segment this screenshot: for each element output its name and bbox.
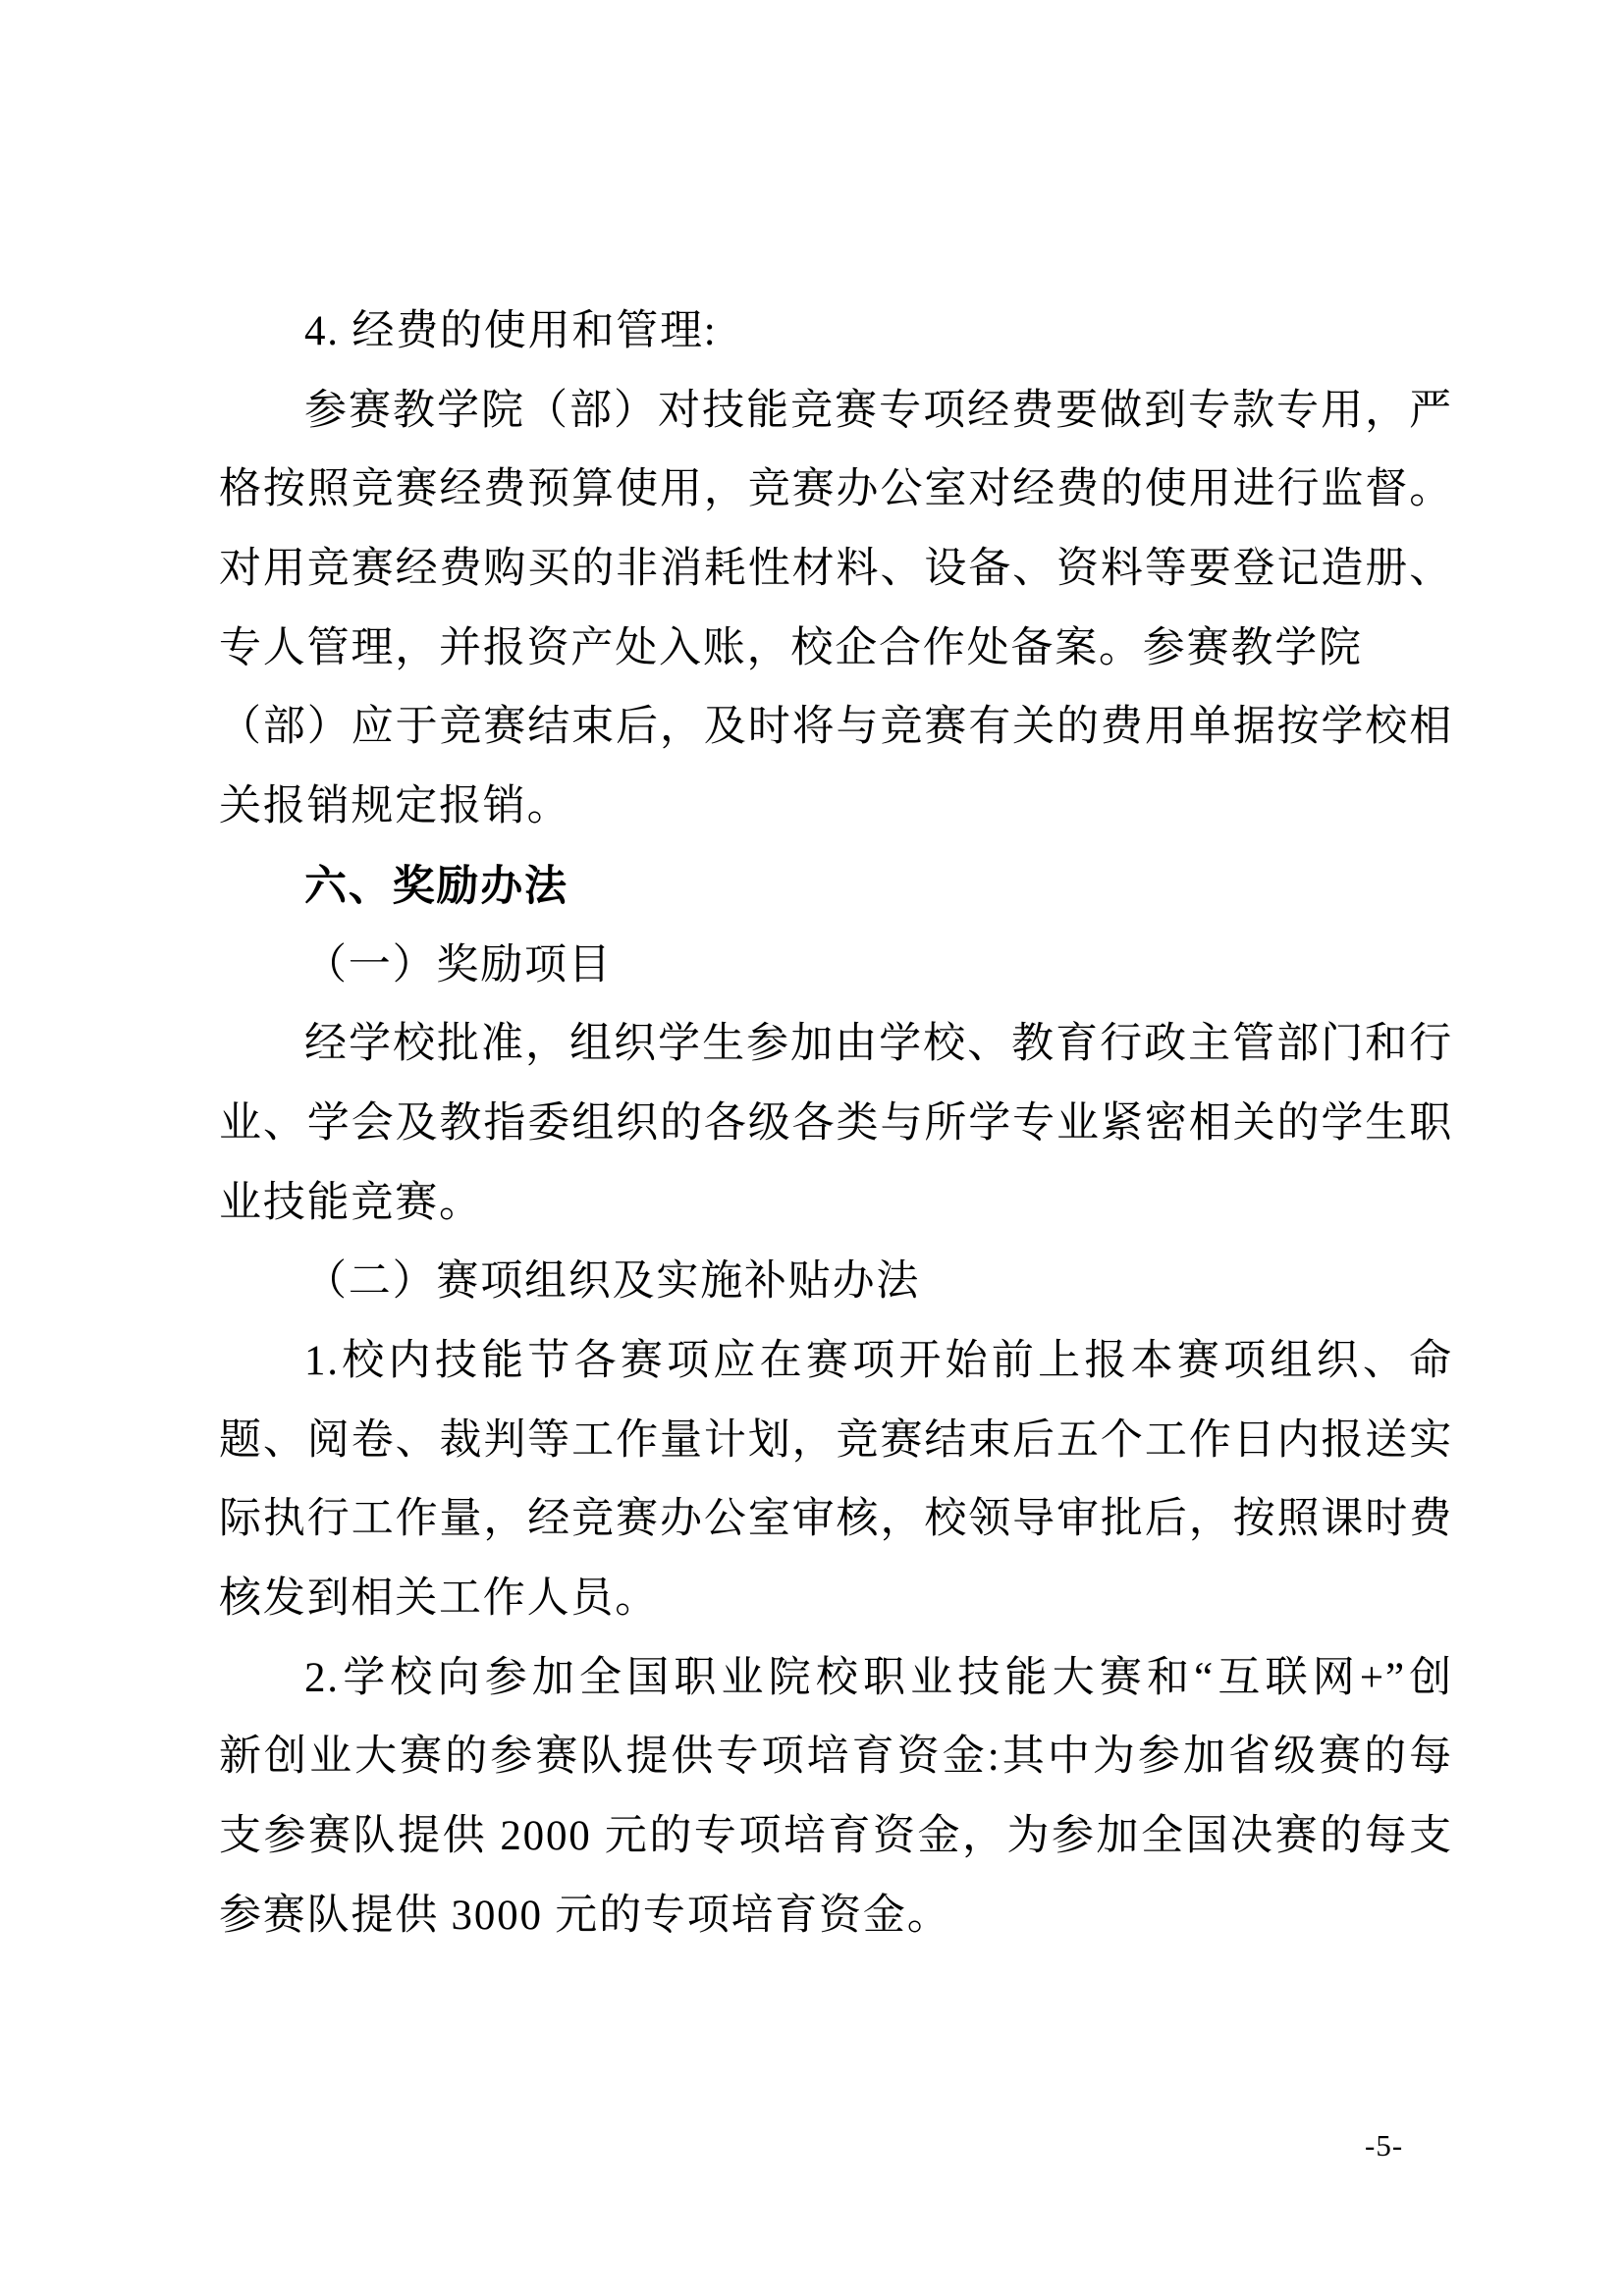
text-line: 参赛队提供 3000 元的专项培育资金。 [219,1892,951,1939]
text-line: 4. 经费的使用和管理: [304,308,718,354]
page-number: -5- [1365,2128,1404,2163]
text-line: （二）赛项组织及实施补贴办法 [304,1258,921,1306]
text-line: 对用竞赛经费购买的非消耗性材料、设备、资料等要登记造册、 [219,546,1453,593]
text-line: 经学校批准，组织学生参加由学校、教育行政主管部门和行 [304,1021,1453,1068]
text-line: 核发到相关工作人员。 [219,1575,659,1622]
text-line: 格按照竞赛经费预算使用，竞赛办公室对经费的使用进行监督。 [219,466,1453,513]
text-line: （部）应于竞赛结束后，及时将与竞赛有关的费用单据按学校相 [219,704,1453,751]
text-line: 2.学校向参加全国职业院校职业技能大赛和“互联网+”创 [304,1654,1453,1701]
document-lines [219,293,1453,1955]
text-line: 业、学会及教指委组织的各级各类与所学专业紧密相关的学生职 [219,1099,1453,1147]
text-line: 题、阅卷、裁判等工作量计划，竞赛结束后五个工作日内报送实 [219,1416,1453,1464]
text-line: 关报销规定报销。 [219,783,571,830]
text-line: （一）奖励项目 [304,941,613,988]
text-line: 业技能竞赛。 [219,1179,483,1226]
text-line: 新创业大赛的参赛队提供专项培育资金:其中为参加省级赛的每 [219,1734,1453,1781]
text-line: 1.校内技能节各赛项应在赛项开始前上报本赛项组织、命 [304,1337,1453,1384]
text-line: 专人管理，并报资产处入账，校企合作处备案。参赛教学院 [219,624,1363,671]
section-heading-line: 六、奖励办法 [304,862,568,910]
text-line: 支参赛队提供 2000 元的专项培育资金，为参加全国决赛的每支 [219,1813,1453,1860]
text-line: 参赛教学院（部）对技能竞赛专项经费要做到专款专用，严 [304,387,1453,434]
text-line: 际执行工作量，经竞赛办公室审核，校领导审批后，按照课时费 [219,1496,1453,1543]
